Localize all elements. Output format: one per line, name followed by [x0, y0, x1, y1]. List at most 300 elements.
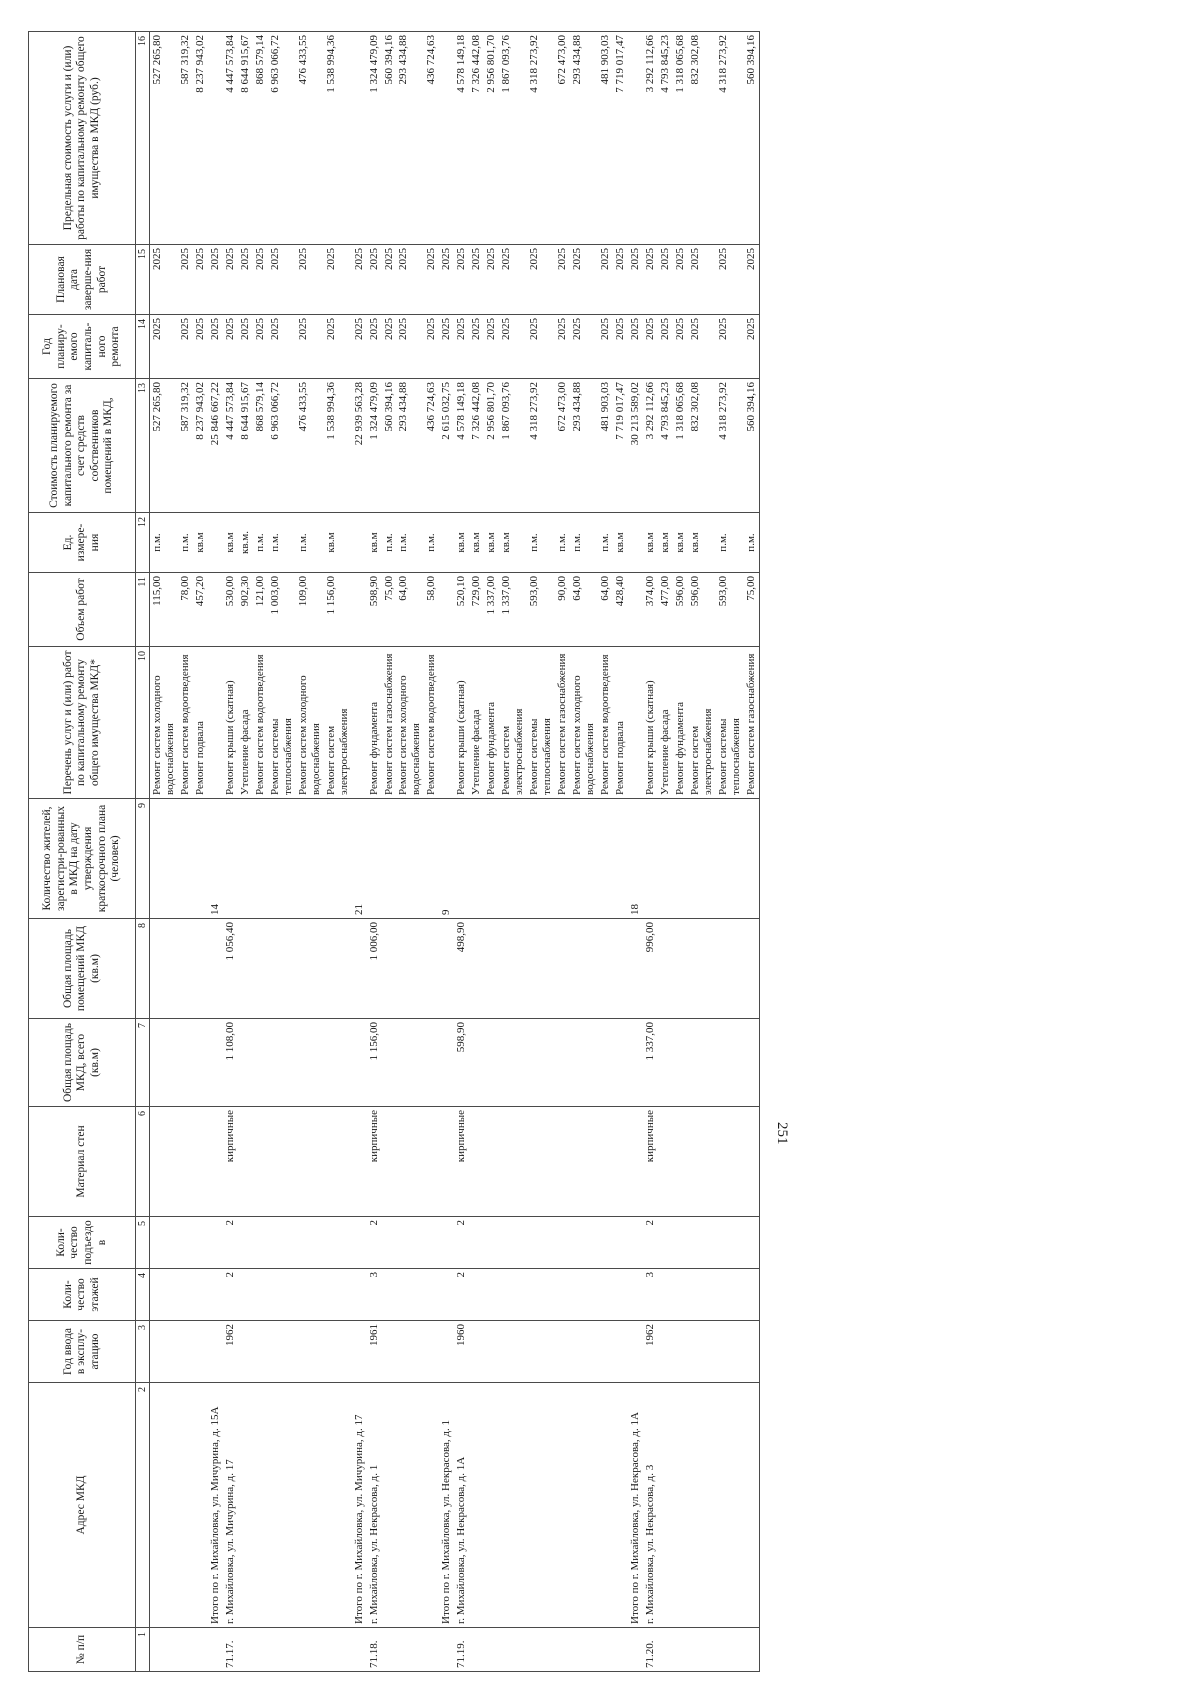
floors: 2 — [223, 1269, 238, 1321]
repair-year: 2025 — [382, 315, 397, 379]
wall-material: кирпичные — [454, 1107, 469, 1217]
limit-cost: 8 237 943,02 — [193, 32, 208, 245]
work-unit: п.м. — [527, 513, 555, 573]
work-volume: 1 003,00 — [268, 573, 296, 647]
table-row — [688, 32, 716, 1672]
work-cost: 672 473,00 — [555, 379, 570, 513]
work-unit: кв.м. — [238, 513, 253, 573]
area-total: 598,90 — [454, 1019, 469, 1107]
work-type: Ремонт систем электроснабжения — [688, 647, 716, 799]
end-date: 2025 — [296, 245, 324, 315]
repair-year: 2025 — [296, 315, 324, 379]
repair-year: 2025 — [424, 315, 439, 379]
end-date: 2025 — [454, 245, 469, 315]
total-label: Итого по г. Михайловка, ул. Мичурина, д. 15А — [208, 1383, 223, 1628]
work-cost: 560 394,16 — [744, 379, 759, 513]
work-type: Утепление фасада — [469, 647, 484, 799]
total-year: 2025 — [352, 315, 367, 379]
repair-year: 2025 — [193, 315, 208, 379]
column-number: 7 — [136, 1019, 150, 1107]
limit-cost: 4 793 845,23 — [658, 32, 673, 245]
header-cell: Общая площадь помещений МКД (кв.м) — [29, 919, 136, 1019]
end-date: 2025 — [396, 245, 424, 315]
end-date: 2025 — [193, 245, 208, 315]
work-unit: кв.м — [499, 513, 527, 573]
work-unit: п.м. — [382, 513, 397, 573]
table-row — [673, 32, 688, 1672]
end-date: 2025 — [469, 245, 484, 315]
work-type: Ремонт систем водоотведения — [598, 647, 613, 799]
header-cell: Ед. измере-ния — [29, 513, 136, 573]
residents-count: 21 — [352, 799, 367, 919]
work-type: Ремонт подвала — [613, 647, 628, 799]
total-label: Итого по г. Михайловка, ул. Некрасова, д. 1А — [628, 1383, 643, 1628]
repair-year: 2025 — [744, 315, 759, 379]
header-cell: Плановая дата заверше-ния работ — [29, 245, 136, 315]
work-volume: 902,30 — [238, 573, 253, 647]
work-cost: 560 394,16 — [382, 379, 397, 513]
limit-cost: 4 578 149,18 — [454, 32, 469, 245]
repair-year: 2025 — [570, 315, 598, 379]
header-cell: Год планиру-емого капиталь-ного ремонта — [29, 315, 136, 379]
limit-cost: 1 324 479,09 — [367, 32, 382, 245]
header-cell: Предельная стоимость услуги и (или) работы по капитальному ремонту общего имущества в МКД (руб.) — [29, 32, 136, 245]
work-unit: п.м. — [253, 513, 268, 573]
total-cost: 22 939 563,28 — [352, 379, 367, 513]
repair-year: 2025 — [658, 315, 673, 379]
repair-year: 2025 — [223, 315, 238, 379]
work-cost: 6 963 066,72 — [268, 379, 296, 513]
work-cost: 8 644 915,67 — [238, 379, 253, 513]
column-number: 8 — [136, 919, 150, 1019]
end-date: 2025 — [178, 245, 193, 315]
work-type: Ремонт систем водоотведения — [424, 647, 439, 799]
table-row — [484, 32, 499, 1672]
repair-year: 2025 — [324, 315, 352, 379]
entrances: 2 — [643, 1217, 658, 1269]
end-date: 2025 — [268, 245, 296, 315]
work-unit: п.м. — [570, 513, 598, 573]
work-volume: 64,00 — [396, 573, 424, 647]
work-cost: 1 318 065,68 — [673, 379, 688, 513]
total-end: 2025 — [208, 245, 223, 315]
work-unit: кв.м — [658, 513, 673, 573]
limit-cost: 3 292 112,66 — [643, 32, 658, 245]
work-type: Ремонт фундамента — [367, 647, 382, 799]
table-row — [382, 32, 397, 1672]
end-date: 2025 — [598, 245, 613, 315]
column-number: 10 — [136, 647, 150, 799]
work-volume: 75,00 — [744, 573, 759, 647]
work-cost: 7 326 442,08 — [469, 379, 484, 513]
work-type: Ремонт фундамента — [673, 647, 688, 799]
limit-cost: 7 326 442,08 — [469, 32, 484, 245]
table-row — [499, 32, 527, 1672]
end-date: 2025 — [238, 245, 253, 315]
repair-year: 2025 — [643, 315, 658, 379]
work-volume: 1 337,00 — [484, 573, 499, 647]
work-cost: 4 578 149,18 — [454, 379, 469, 513]
work-cost: 868 579,14 — [253, 379, 268, 513]
limit-cost: 527 265,80 — [150, 32, 178, 245]
work-type: Ремонт систем холодного водоснабжения — [296, 647, 324, 799]
row-number: 71.18. — [367, 1628, 382, 1672]
header-cell: № п/п — [29, 1628, 136, 1672]
repair-year: 2025 — [527, 315, 555, 379]
work-type: Ремонт систем газоснабжения — [382, 647, 397, 799]
column-number: 13 — [136, 379, 150, 513]
limit-cost: 4 318 273,92 — [527, 32, 555, 245]
work-cost: 4 793 845,23 — [658, 379, 673, 513]
entrances: 2 — [223, 1217, 238, 1269]
total-cost: 2 615 032,75 — [439, 379, 454, 513]
header-cell: Объем работ — [29, 573, 136, 647]
column-number: 6 — [136, 1107, 150, 1217]
work-type: Ремонт крыши (скатная) — [643, 647, 658, 799]
work-volume: 598,90 — [367, 573, 382, 647]
work-cost: 293 434,88 — [396, 379, 424, 513]
house-row — [454, 32, 469, 1672]
work-volume: 593,00 — [716, 573, 744, 647]
end-date: 2025 — [688, 245, 716, 315]
table-row — [296, 32, 324, 1672]
repair-year: 2025 — [150, 315, 178, 379]
wall-material: кирпичные — [643, 1107, 658, 1217]
column-number: 5 — [136, 1217, 150, 1269]
work-type: Ремонт систем холодного водоснабжения — [150, 647, 178, 799]
table-row — [527, 32, 555, 1672]
area-rooms: 1 006,00 — [367, 919, 382, 1019]
table-row — [150, 32, 178, 1672]
total-row — [439, 32, 454, 1672]
work-unit: п.м. — [424, 513, 439, 573]
work-type: Ремонт системы теплоснабжения — [527, 647, 555, 799]
work-type: Ремонт подвала — [193, 647, 208, 799]
end-date: 2025 — [367, 245, 382, 315]
built-year: 1962 — [223, 1321, 238, 1383]
work-unit: п.м. — [396, 513, 424, 573]
table-row — [238, 32, 253, 1672]
repair-year: 2025 — [499, 315, 527, 379]
table-row — [716, 32, 744, 1672]
work-unit: п.м. — [268, 513, 296, 573]
house-address: г. Михайловка, ул. Некрасова, д. 3 — [643, 1383, 658, 1628]
work-volume: 1 156,00 — [324, 573, 352, 647]
header-cell: Год ввода в эксплу-атацию — [29, 1321, 136, 1383]
work-cost: 4 447 573,84 — [223, 379, 238, 513]
work-unit: кв.м — [454, 513, 469, 573]
work-unit: кв.м — [688, 513, 716, 573]
column-number: 3 — [136, 1321, 150, 1383]
column-number: 15 — [136, 245, 150, 315]
total-end: 2025 — [352, 245, 367, 315]
total-year: 2025 — [439, 315, 454, 379]
repair-year: 2025 — [469, 315, 484, 379]
header-cell: Стоимость планируемого капитального ремонта за счет средств собственников помещений в МКД, — [29, 379, 136, 513]
residents-count: 18 — [628, 799, 643, 919]
work-type: Утепление фасада — [238, 647, 253, 799]
end-date: 2025 — [324, 245, 352, 315]
area-total: 1 156,00 — [367, 1019, 382, 1107]
total-row — [628, 32, 643, 1672]
repair-year: 2025 — [716, 315, 744, 379]
house-row — [223, 32, 238, 1672]
limit-cost: 293 434,88 — [570, 32, 598, 245]
end-date: 2025 — [673, 245, 688, 315]
header-cell: Коли-чество подъездо в — [29, 1217, 136, 1269]
total-end: 2025 — [628, 245, 643, 315]
repair-year: 2025 — [598, 315, 613, 379]
work-volume: 64,00 — [570, 573, 598, 647]
work-cost: 1 538 994,36 — [324, 379, 352, 513]
work-volume: 1 337,00 — [499, 573, 527, 647]
work-cost: 476 433,55 — [296, 379, 324, 513]
column-number: 12 — [136, 513, 150, 573]
work-volume: 593,00 — [527, 573, 555, 647]
row-number: 71.19. — [454, 1628, 469, 1672]
total-end: 2025 — [439, 245, 454, 315]
work-unit: п.м. — [744, 513, 759, 573]
table-row — [469, 32, 484, 1672]
work-type: Ремонт систем газоснабжения — [744, 647, 759, 799]
work-unit: кв.м — [193, 513, 208, 573]
area-total: 1 337,00 — [643, 1019, 658, 1107]
end-date: 2025 — [150, 245, 178, 315]
area-rooms: 996,00 — [643, 919, 658, 1019]
repair-year: 2025 — [238, 315, 253, 379]
work-unit: п.м. — [150, 513, 178, 573]
work-cost: 293 434,88 — [570, 379, 598, 513]
end-date: 2025 — [555, 245, 570, 315]
header-cell: Количество жителей, зарегистри-рованных в МКД на дату утверждения краткосрочного плана (человек) — [29, 799, 136, 919]
limit-cost: 8 644 915,67 — [238, 32, 253, 245]
end-date: 2025 — [499, 245, 527, 315]
rotated-table-container — [28, 32, 1178, 1672]
limit-cost: 587 319,32 — [178, 32, 193, 245]
work-cost: 8 237 943,02 — [193, 379, 208, 513]
page-number: 251 — [774, 1122, 790, 1145]
built-year: 1961 — [367, 1321, 382, 1383]
house-address: г. Михайловка, ул. Некрасова, д. 1 — [367, 1383, 382, 1628]
limit-cost: 832 302,08 — [688, 32, 716, 245]
floors: 2 — [454, 1269, 469, 1321]
table-row — [324, 32, 352, 1672]
table-row — [178, 32, 193, 1672]
residents-count: 9 — [439, 799, 454, 919]
limit-cost: 1 538 994,36 — [324, 32, 352, 245]
repair-year: 2025 — [454, 315, 469, 379]
work-unit: п.м. — [296, 513, 324, 573]
work-unit: кв.м — [324, 513, 352, 573]
floors: 3 — [367, 1269, 382, 1321]
total-row — [208, 32, 223, 1672]
end-date: 2025 — [424, 245, 439, 315]
work-cost: 481 903,03 — [598, 379, 613, 513]
work-unit: п.м. — [598, 513, 613, 573]
column-number: 11 — [136, 573, 150, 647]
work-volume: 428,40 — [613, 573, 628, 647]
header-cell: Коли-чество этажей — [29, 1269, 136, 1321]
house-row — [367, 32, 382, 1672]
limit-cost: 560 394,16 — [382, 32, 397, 245]
work-cost: 1 324 479,09 — [367, 379, 382, 513]
table-row — [744, 32, 759, 1672]
limit-cost: 2 956 801,70 — [484, 32, 499, 245]
table-row — [613, 32, 628, 1672]
limit-cost: 476 433,55 — [296, 32, 324, 245]
repair-year: 2025 — [253, 315, 268, 379]
work-unit: п.м. — [716, 513, 744, 573]
residents-count: 14 — [208, 799, 223, 919]
work-type: Ремонт крыши (скатная) — [454, 647, 469, 799]
work-type: Ремонт фундамента — [484, 647, 499, 799]
work-volume: 90,00 — [555, 573, 570, 647]
column-number: 1 — [136, 1628, 150, 1672]
work-volume: 729,00 — [469, 573, 484, 647]
header-cell: Перечень услуг и (или) работ по капитальному ремонту общего имущества МКД* — [29, 647, 136, 799]
work-cost: 3 292 112,66 — [643, 379, 658, 513]
house-address: г. Михайловка, ул. Мичурина, д. 17 — [223, 1383, 238, 1628]
work-volume: 596,00 — [688, 573, 716, 647]
end-date: 2025 — [716, 245, 744, 315]
entrances: 2 — [454, 1217, 469, 1269]
table-row — [424, 32, 439, 1672]
work-volume: 374,00 — [643, 573, 658, 647]
limit-cost: 7 719 017,47 — [613, 32, 628, 245]
work-unit: кв.м — [643, 513, 658, 573]
work-cost: 832 302,08 — [688, 379, 716, 513]
table-row — [570, 32, 598, 1672]
total-row — [352, 32, 367, 1672]
built-year: 1960 — [454, 1321, 469, 1383]
wall-material: кирпичные — [367, 1107, 382, 1217]
work-unit: кв.м — [484, 513, 499, 573]
work-volume: 477,00 — [658, 573, 673, 647]
work-unit: кв.м — [367, 513, 382, 573]
header-cell: Общая площадь МКД, всего (кв.м) — [29, 1019, 136, 1107]
repair-year: 2025 — [367, 315, 382, 379]
end-date: 2025 — [613, 245, 628, 315]
repair-year: 2025 — [178, 315, 193, 379]
house-row — [643, 32, 658, 1672]
repair-year: 2025 — [555, 315, 570, 379]
work-unit: кв.м — [223, 513, 238, 573]
total-label: Итого по г. Михайловка, ул. Мичурина, д. 17 — [352, 1383, 367, 1628]
repair-plan-table — [28, 31, 760, 1672]
total-year: 2025 — [628, 315, 643, 379]
work-volume: 115,00 — [150, 573, 178, 647]
work-unit: кв.м — [469, 513, 484, 573]
end-date: 2025 — [527, 245, 555, 315]
built-year: 1962 — [643, 1321, 658, 1383]
work-cost: 1 867 093,76 — [499, 379, 527, 513]
work-cost: 4 318 273,92 — [716, 379, 744, 513]
header-cell: Адрес МКД — [29, 1383, 136, 1628]
header-cell: Материал стен — [29, 1107, 136, 1217]
work-unit: п.м. — [555, 513, 570, 573]
table-row — [658, 32, 673, 1672]
work-type: Утепление фасада — [658, 647, 673, 799]
repair-year: 2025 — [396, 315, 424, 379]
limit-cost: 481 903,03 — [598, 32, 613, 245]
end-date: 2025 — [744, 245, 759, 315]
limit-cost: 560 394,16 — [744, 32, 759, 245]
column-number: 2 — [136, 1383, 150, 1628]
work-type: Ремонт систем газоснабжения — [555, 647, 570, 799]
limit-cost: 436 724,63 — [424, 32, 439, 245]
limit-cost: 6 963 066,72 — [268, 32, 296, 245]
work-type: Ремонт систем водоотведения — [253, 647, 268, 799]
header-row — [29, 32, 136, 1672]
work-volume: 58,00 — [424, 573, 439, 647]
table-row — [396, 32, 424, 1672]
end-date: 2025 — [223, 245, 238, 315]
repair-year: 2025 — [673, 315, 688, 379]
entrances: 2 — [367, 1217, 382, 1269]
work-cost: 4 318 273,92 — [527, 379, 555, 513]
work-volume: 457,20 — [193, 573, 208, 647]
work-volume: 121,00 — [253, 573, 268, 647]
work-volume: 596,00 — [673, 573, 688, 647]
work-type: Ремонт систем электроснабжения — [324, 647, 352, 799]
end-date: 2025 — [658, 245, 673, 315]
repair-year: 2025 — [688, 315, 716, 379]
table-row — [555, 32, 570, 1672]
area-rooms: 1 056,40 — [223, 919, 238, 1019]
total-cost: 25 846 667,22 — [208, 379, 223, 513]
work-type: Ремонт системы теплоснабжения — [268, 647, 296, 799]
work-cost: 527 265,80 — [150, 379, 178, 513]
repair-year: 2025 — [613, 315, 628, 379]
area-rooms: 498,90 — [454, 919, 469, 1019]
table-row — [253, 32, 268, 1672]
work-volume: 520,10 — [454, 573, 469, 647]
work-type: Ремонт системы теплоснабжения — [716, 647, 744, 799]
work-type: Ремонт систем электроснабжения — [499, 647, 527, 799]
work-cost: 2 956 801,70 — [484, 379, 499, 513]
end-date: 2025 — [382, 245, 397, 315]
end-date: 2025 — [484, 245, 499, 315]
limit-cost: 672 473,00 — [555, 32, 570, 245]
work-volume: 109,00 — [296, 573, 324, 647]
column-number: 4 — [136, 1269, 150, 1321]
work-type: Ремонт крыши (скатная) — [223, 647, 238, 799]
floors: 3 — [643, 1269, 658, 1321]
end-date: 2025 — [253, 245, 268, 315]
limit-cost: 1 867 093,76 — [499, 32, 527, 245]
work-volume: 78,00 — [178, 573, 193, 647]
house-address: г. Михайловка, ул. Некрасова, д. 1А — [454, 1383, 469, 1628]
work-volume: 75,00 — [382, 573, 397, 647]
limit-cost: 4 318 273,92 — [716, 32, 744, 245]
work-unit: кв.м — [613, 513, 628, 573]
column-number: 14 — [136, 315, 150, 379]
area-total: 1 108,00 — [223, 1019, 238, 1107]
work-cost: 587 319,32 — [178, 379, 193, 513]
column-number: 9 — [136, 799, 150, 919]
row-number: 71.20. — [643, 1628, 658, 1672]
work-cost: 7 719 017,47 — [613, 379, 628, 513]
repair-year: 2025 — [484, 315, 499, 379]
work-unit: п.м. — [178, 513, 193, 573]
limit-cost: 4 447 573,84 — [223, 32, 238, 245]
table-row — [598, 32, 613, 1672]
row-number: 71.17. — [223, 1628, 238, 1672]
table-row — [268, 32, 296, 1672]
work-unit: кв.м — [673, 513, 688, 573]
end-date: 2025 — [570, 245, 598, 315]
work-type: Ремонт систем холодного водоснабжения — [396, 647, 424, 799]
